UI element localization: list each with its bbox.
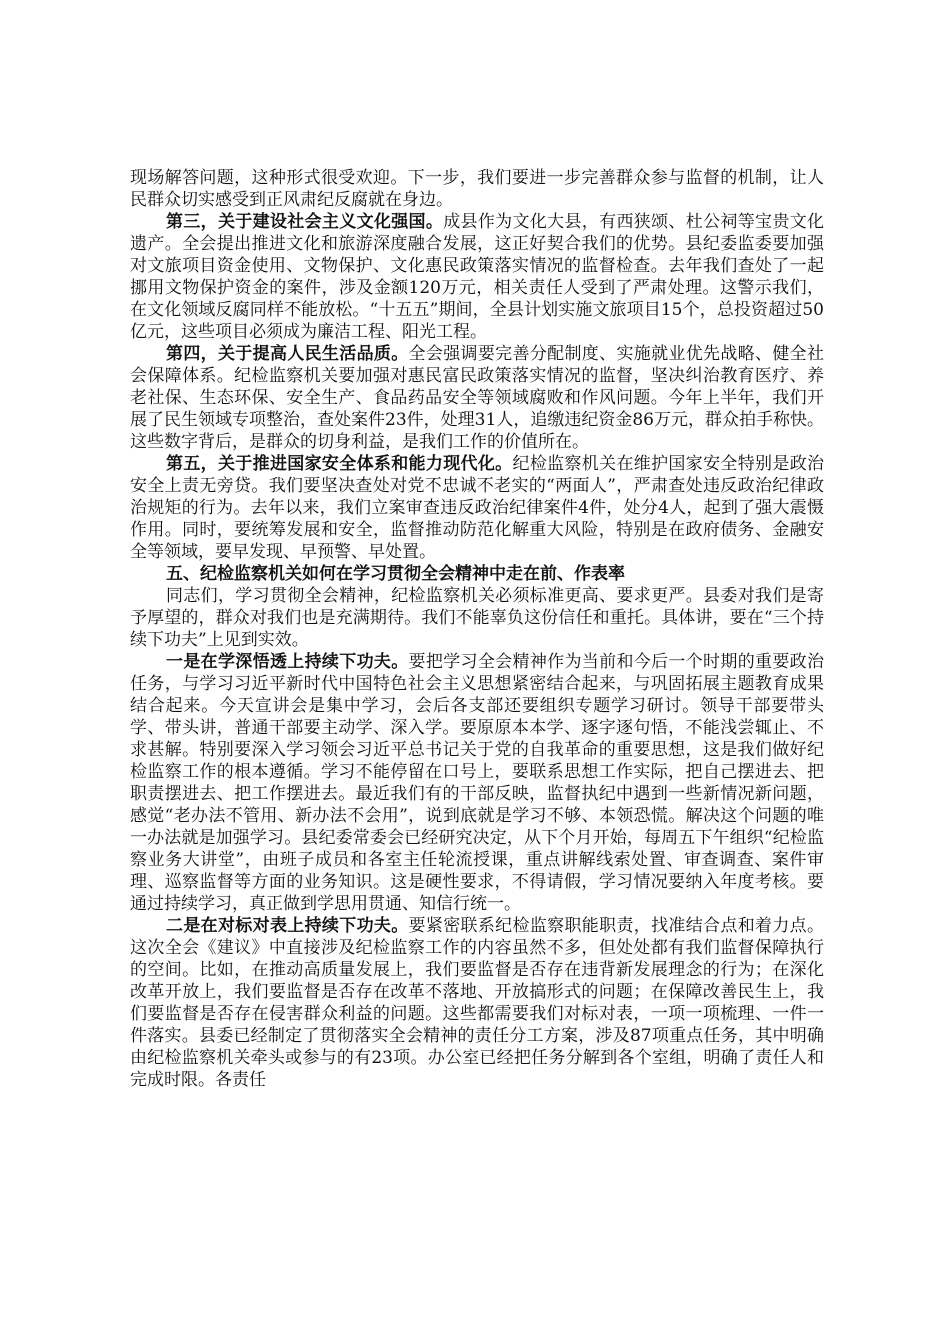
paragraph-livelihood — [130, 343, 824, 453]
paragraph-livelihood-lead: 第四，关于提高人民生活品质。 — [166, 344, 409, 364]
section-heading: 五、纪检监察机关如何在学习贯彻全会精神中走在前、作表率 — [166, 564, 625, 584]
paragraph-study-text: 要把学习全会精神作为当前和今后一个时期的重要政治任务，与学习习近平新时代中国特色社会主义思想紧密结合起来，与巩固拓展主题教育成果结合起来。今天宣讲会是集中学习，会后各支部还要组织专题学习研讨。领导干部要带头学、带头讲，普通干部要主动学、深入学。要原原本本学、逐字逐句悟，不能浅尝辄止、不求甚解。特别要深入学习领会习近平总书记关于党的自我革命的重要思想，这是我们做好纪检监察工作的根本遵循。学习不能停留在口号上，要联系思想工作实际，把自己摆进去、把职责摆进去、把工作摆进去。最近我们有的干部反映，监督执纪中遇到一些新情况新问题，感觉“老办法不管用、新办法不会用”，说到底就是学习不够、本领恐慌。解决这个问题的唯一办法就是加强学习。县纪委常委会已经研究决定，从下个月开始，每周五下午组织“纪检监察业务大讲堂”，由班子成员和各室主任轮流授课，重点讲解线索处置、审查调查、案件审理、巡察监督等方面的业务知识。这是硬性要求，不得请假，学习情况要纳入年度考核。要通过持续学习，真正做到学思用贯通、知信行统一。 — [130, 652, 825, 914]
paragraph-livelihood-text: 全会强调要完善分配制度、实施就业优先战略、健全社会保障体系。纪检监察机关要加强对惠民富民政策落实情况的监督，坚决纠治教育医疗、养老社保、生态环保、安全生产、食品药品安全等领域腐败和作风问题。今年上半年，我们开展了民生领域专项整治，查处案件23件，处理31人，追缴违纪资金86万元，群众拍手称快。这些数字背后，是群众的切身利益，是我们工作的价值所在。 — [130, 344, 825, 452]
paragraph-security-text: 纪检监察机关在维护国家安全特别是政治安全上责无旁贷。我们要坚决查处对党不忠诚不老实的“两面人”，严肃查处违反政治纪律政治规矩的行为。去年以来，我们立案审查违反政治纪律案件4件，处分4人，起到了强大震慑作用。同时，要统筹发展和安全，监督推动防范化解重大风险，特别是在政府债务、金融安全等领域，要早发现、早预警、早处置。 — [130, 454, 825, 562]
paragraph-intro — [130, 585, 824, 651]
paragraph-benchmark-lead: 二是在对标对表上持续下功夫。 — [166, 916, 409, 936]
paragraph-benchmark — [130, 915, 824, 1091]
document-body — [130, 167, 824, 1091]
paragraph-security-lead: 第五，关于推进国家安全体系和能力现代化。 — [166, 454, 513, 474]
paragraph-study — [130, 651, 824, 915]
paragraph-culture-text: 成县作为文化大县，有西狭颂、杜公祠等宝贵文化遗产。全会提出推进文化和旅游深度融合发展，这正好契合我们的优势。县纪委监委要加强对文旅项目资金使用、文物保护、文化惠民政策落实情况的监督检查。去年我们查处了一起挪用文物保护资金的案件，涉及金额120万元，相关责任人受到了严肃处理。这警示我们，在文化领域反腐同样不能放松。“十五五”期间，全县计划实施文旅项目15个，总投资超过50亿元，这些项目必须成为廉洁工程、阳光工程。 — [130, 212, 825, 342]
paragraph-security — [130, 453, 824, 563]
paragraph-benchmark-text: 要紧密联系纪检监察职能职责，找准结合点和着力点。这次全会《建议》中直接涉及纪检监察工作的内容虽然不多，但处处都有我们监督保障执行的空间。比如，在推动高质量发展上，我们要监督是否存在违背新发展理念的行为；在深化改革开放上，我们要监督是否存在改革不落地、开放搞形式的问题；在保障改善民生上，我们要监督是否存在侵害群众利益的问题。这些都需要我们对标对表，一项一项梳理、一件一件落实。县委已经制定了贯彻落实全会精神的责任分工方案，涉及87项重点任务，其中明确由纪检监察机关牵头或参与的有23项。办公室已经把任务分解到各个室组，明确了责任人和完成时限。各责任 — [130, 916, 825, 1090]
paragraph-intro-text: 同志们，学习贯彻全会精神，纪检监察机关必须标准更高、要求更严。县委对我们是寄予厚望的，群众对我们也是充满期待。我们不能辜负这份信任和重托。具体讲，要在“三个持续下功夫”上见到实效。 — [130, 586, 824, 650]
paragraph-1 — [130, 167, 824, 211]
paragraph-study-lead: 一是在学深悟透上持续下功夫。 — [166, 652, 409, 672]
paragraph-culture — [130, 211, 824, 343]
paragraph-1-text: 现场解答问题，这种形式很受欢迎。下一步，我们要进一步完善群众参与监督的机制，让人民群众切实感受到正风肃纪反腐就在身边。 — [130, 168, 824, 210]
paragraph-culture-lead: 第三，关于建设社会主义文化强国。 — [166, 212, 444, 232]
